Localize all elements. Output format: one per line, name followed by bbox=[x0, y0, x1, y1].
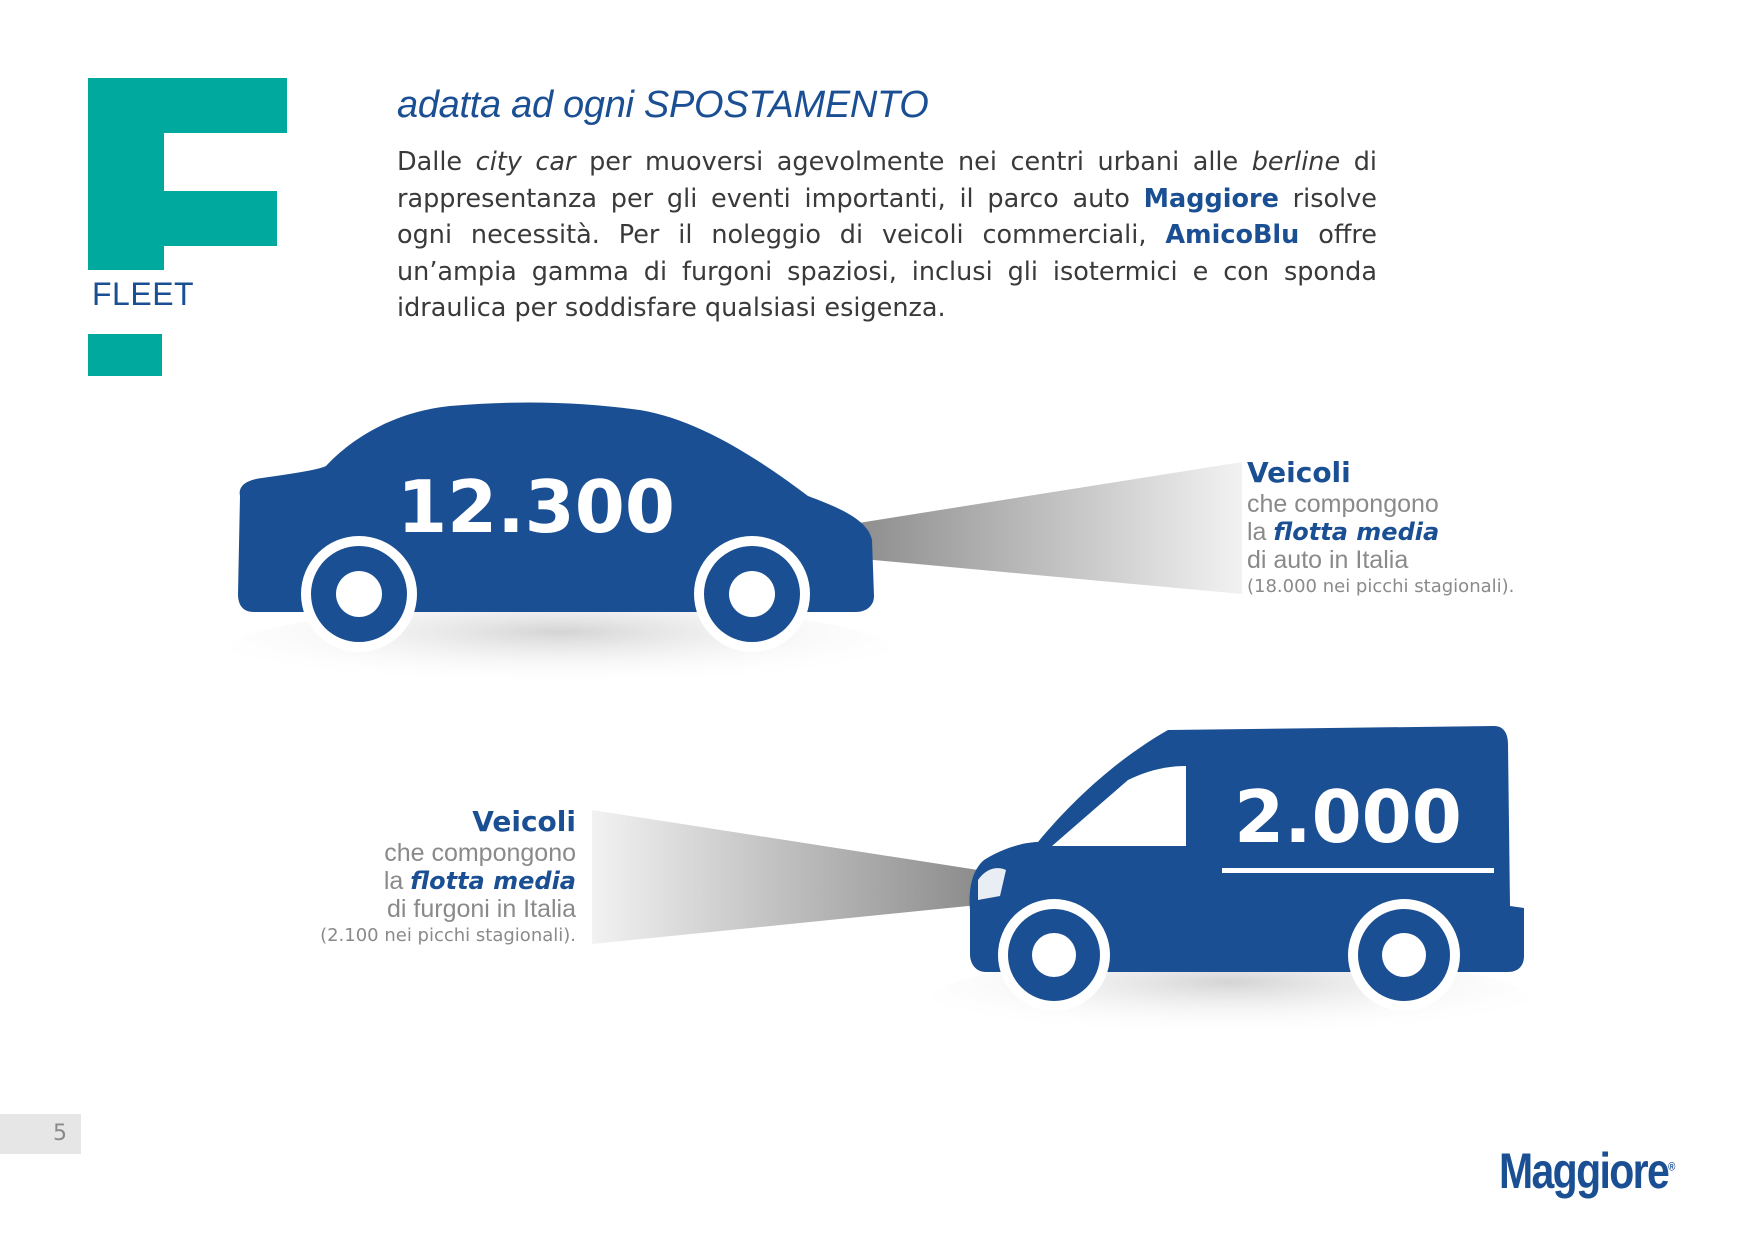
maggiore-logo: Maggiore® bbox=[1499, 1143, 1676, 1199]
van-rear-wheel bbox=[1348, 899, 1460, 1011]
brand-amicoblu-inline: AmicoBlu bbox=[1165, 220, 1300, 250]
car-fleet-description bbox=[1247, 456, 1514, 600]
van-stat-line1: che compongono bbox=[384, 839, 576, 867]
brand-maggiore-inline: Maggiore bbox=[1143, 183, 1279, 214]
page-subtitle: adatta ad ogni SPOSTAMENTO bbox=[397, 84, 929, 126]
car-fleet-number: 12.300 bbox=[397, 465, 675, 549]
term-city-car: city car bbox=[475, 147, 576, 177]
car-stat-title: Veicoli bbox=[1247, 456, 1351, 489]
van-fleet-description bbox=[280, 805, 576, 949]
van-stripe bbox=[1222, 868, 1494, 873]
term-berline: berline bbox=[1251, 147, 1341, 177]
van-stat-note: (2.100 nei picchi stagionali). bbox=[320, 925, 576, 946]
car-stat-line3: di auto in Italia bbox=[1247, 546, 1409, 574]
car-stat-note: (18.000 nei picchi stagionali). bbox=[1247, 576, 1515, 597]
van-stat-title: Veicoli bbox=[472, 805, 576, 838]
van-light-cone bbox=[592, 810, 978, 944]
car-light-cone bbox=[852, 462, 1242, 594]
van-fleet-number: 2.000 bbox=[1234, 775, 1462, 859]
car-stat-line2: la flotta media bbox=[1247, 518, 1440, 546]
intro-paragraph: Dalle city car per muoversi agevolmente nei centri urbani alle berline di rappresentanza per gli eventi importanti, il parco auto Maggiore risolve ogni necessità. Per il noleggio di veicoli commerciali, AmicoBlu offre un’ampia gamma di furgoni spaziosi, inclusi gli isotermici e con sponda idraulica per soddisfare qualsiasi esigenza. bbox=[397, 147, 1377, 323]
page-number: 5 bbox=[0, 1114, 81, 1154]
van-stat-line2: la flotta media bbox=[383, 867, 576, 895]
car-stat-line1: che compongono bbox=[1247, 490, 1439, 518]
van-stat-line3: di furgoni in Italia bbox=[386, 895, 576, 923]
section-label: FLEET bbox=[92, 276, 195, 312]
car-rear-wheel bbox=[301, 536, 417, 652]
car-front-wheel bbox=[694, 536, 810, 652]
van-front-wheel bbox=[998, 899, 1110, 1011]
